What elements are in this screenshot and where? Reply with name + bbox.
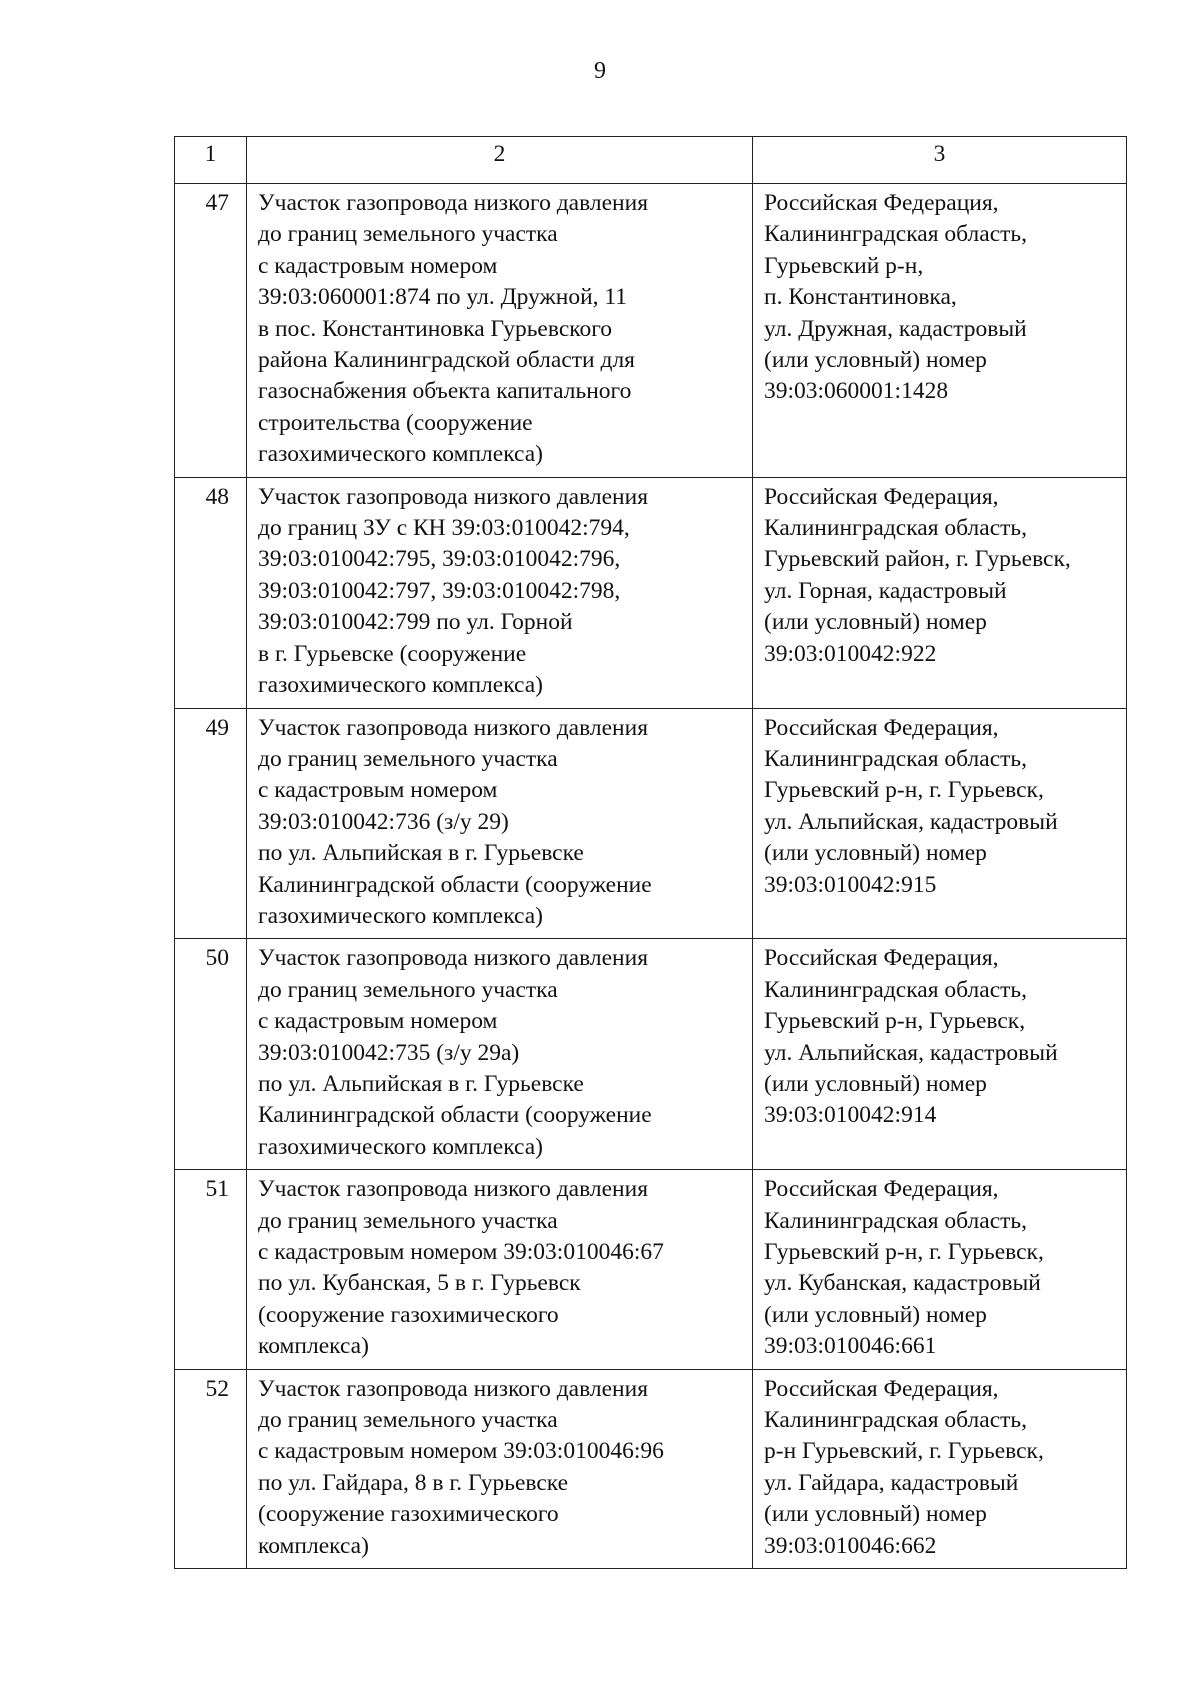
- address-line: Калининградская область,: [764, 745, 1027, 772]
- address-line: 39:03:010046:661: [764, 1333, 937, 1360]
- row-number: 49: [175, 708, 247, 939]
- description-line: газохимического комплекса): [258, 441, 544, 468]
- address-line: Российская Федерация,: [764, 945, 999, 972]
- address-line: ул. Альпийская, кадастровый: [764, 808, 1058, 835]
- description-line: по ул. Альпийская в г. Гурьевске: [258, 840, 584, 867]
- location-cell: [753, 1369, 1127, 1568]
- description-line: газохимического комплекса): [258, 902, 544, 929]
- row-number: 52: [175, 1369, 247, 1568]
- address-line: (или условный) номер: [764, 1070, 987, 1097]
- table-row: [175, 1170, 1127, 1369]
- object-description-cell: [247, 708, 753, 939]
- table-row: [175, 708, 1127, 939]
- object-description-cell: [247, 1170, 753, 1369]
- description-line: 39:03:010042:797, 39:03:010042:798,: [258, 577, 621, 604]
- address-line: Российская Федерация,: [764, 714, 999, 741]
- description-line: 39:03:010042:795, 39:03:010042:796,: [258, 546, 621, 573]
- address-line: (или условный) номер: [764, 1501, 987, 1528]
- description-line: района Калининградской области для: [258, 347, 635, 374]
- description-line: (сооружение газохимического: [258, 1501, 559, 1528]
- address-line: Российская Федерация,: [764, 1176, 999, 1203]
- row-number: 51: [175, 1170, 247, 1369]
- page-number: 9: [594, 58, 606, 84]
- address-line: Российская Федерация,: [764, 190, 999, 216]
- row-number: 50: [175, 939, 247, 1170]
- table-row: [175, 477, 1127, 708]
- location-cell: [753, 1170, 1127, 1369]
- address-line: Гурьевский р-н, г. Гурьевск,: [764, 777, 1044, 804]
- description-line: по ул. Гайдара, 8 в г. Гурьевске: [258, 1469, 569, 1496]
- address-line: (или условный) номер: [764, 840, 987, 867]
- address-line: Калининградская область,: [764, 515, 1027, 542]
- address-line: Гурьевский район, г. Гурьевск,: [764, 546, 1071, 573]
- address-line: ул. Горная, кадастровый: [764, 577, 1007, 604]
- description-line: до границ земельного участка: [258, 745, 558, 772]
- description-line: с кадастровым номером: [258, 777, 498, 804]
- location-cell: [753, 477, 1127, 708]
- description-line: по ул. Альпийская в г. Гурьевске: [258, 1070, 584, 1097]
- column-header-2: 2: [247, 137, 753, 184]
- address-line: ул. Кубанская, кадастровый: [764, 1270, 1041, 1297]
- description-line: газоснабжения объекта капитального: [258, 378, 632, 405]
- address-line: ул. Альпийская, кадастровый: [764, 1039, 1058, 1066]
- description-line: с кадастровым номером: [258, 252, 498, 279]
- description-line: до границ земельного участка: [258, 976, 558, 1003]
- address-line: Калининградская область,: [764, 976, 1027, 1003]
- description-line: Участок газопровода низкого давления: [258, 945, 649, 972]
- location-cell: [753, 708, 1127, 939]
- address-line: 39:03:060001:1428: [764, 378, 949, 405]
- table-row: [175, 939, 1127, 1170]
- column-header-1: 1: [175, 137, 247, 184]
- location-cell: [753, 184, 1127, 478]
- description-line: газохимического комплекса): [258, 672, 544, 699]
- description-line: по ул. Кубанская, 5 в г. Гурьевск: [258, 1270, 581, 1297]
- description-line: с кадастровым номером 39:03:010046:67: [258, 1239, 664, 1265]
- address-line: Калининградская область,: [764, 221, 1027, 248]
- column-header-3: 3: [753, 137, 1127, 184]
- address-line: (или условный) номер: [764, 347, 987, 374]
- location-cell: [753, 939, 1127, 1170]
- address-line: Российская Федерация,: [764, 1375, 999, 1402]
- description-line: Калининградской области (сооружение: [258, 1102, 652, 1129]
- address-line: ул. Дружная, кадастровый: [764, 315, 1027, 342]
- address-line: п. Константиновка,: [764, 284, 957, 311]
- address-line: Калининградская область,: [764, 1207, 1027, 1234]
- description-line: 39:03:060001:874 по ул. Дружной, 11: [258, 284, 628, 311]
- description-line: строительства (сооружение: [258, 409, 533, 436]
- description-line: до границ земельного участка: [258, 1207, 558, 1234]
- address-line: Гурьевский р-н,: [764, 252, 924, 279]
- address-line: 39:03:010042:914: [764, 1102, 937, 1129]
- description-line: комплекса): [258, 1333, 369, 1360]
- object-description-cell: [247, 1369, 753, 1568]
- registry-table: [174, 136, 1127, 1569]
- row-number: 48: [175, 477, 247, 708]
- description-line: 39:03:010042:736 (з/у 29): [258, 808, 509, 835]
- description-line: 39:03:010042:735 (з/у 29а): [258, 1039, 520, 1066]
- address-line: р-н Гурьевский, г. Гурьевск,: [764, 1438, 1044, 1465]
- object-description-cell: [247, 477, 753, 708]
- description-line: газохимического комплекса): [258, 1133, 544, 1160]
- object-description-cell: [247, 184, 753, 478]
- table-header-row: [175, 137, 1127, 184]
- table-row: [175, 184, 1127, 478]
- address-line: 39:03:010042:915: [764, 871, 937, 898]
- description-line: 39:03:010042:799 по ул. Горной: [258, 609, 573, 636]
- description-line: с кадастровым номером: [258, 1008, 498, 1035]
- address-line: 39:03:010042:922: [764, 640, 937, 667]
- description-line: Участок газопровода низкого давления: [258, 714, 649, 741]
- description-line: Участок газопровода низкого давления: [258, 483, 649, 510]
- description-line: до границ ЗУ с КН 39:03:010042:794,: [258, 515, 630, 542]
- address-line: Калининградская область,: [764, 1407, 1027, 1434]
- row-number: 47: [175, 184, 247, 478]
- description-line: в г. Гурьевске (сооружение: [258, 640, 527, 667]
- object-description-cell: [247, 939, 753, 1170]
- description-line: с кадастровым номером 39:03:010046:96: [258, 1438, 664, 1465]
- description-line: Калининградской области (сооружение: [258, 871, 652, 898]
- address-line: (или условный) номер: [764, 609, 987, 636]
- description-line: до границ земельного участка: [258, 1407, 558, 1434]
- description-line: Участок газопровода низкого давления: [258, 1176, 649, 1203]
- description-line: до границ земельного участка: [258, 221, 558, 248]
- description-line: комплекса): [258, 1532, 369, 1559]
- address-line: ул. Гайдара, кадастровый: [764, 1469, 1019, 1496]
- address-line: (или условный) номер: [764, 1301, 987, 1328]
- description-line: Участок газопровода низкого давления: [258, 190, 649, 216]
- table-row: [175, 1369, 1127, 1568]
- address-line: Российская Федерация,: [764, 483, 999, 510]
- description-line: (сооружение газохимического: [258, 1301, 559, 1328]
- address-line: Гурьевский р-н, г. Гурьевск,: [764, 1239, 1044, 1265]
- address-line: Гурьевский р-н, Гурьевск,: [764, 1008, 1026, 1035]
- description-line: в пос. Константиновка Гурьевского: [258, 315, 613, 342]
- address-line: 39:03:010046:662: [764, 1532, 937, 1559]
- description-line: Участок газопровода низкого давления: [258, 1375, 649, 1402]
